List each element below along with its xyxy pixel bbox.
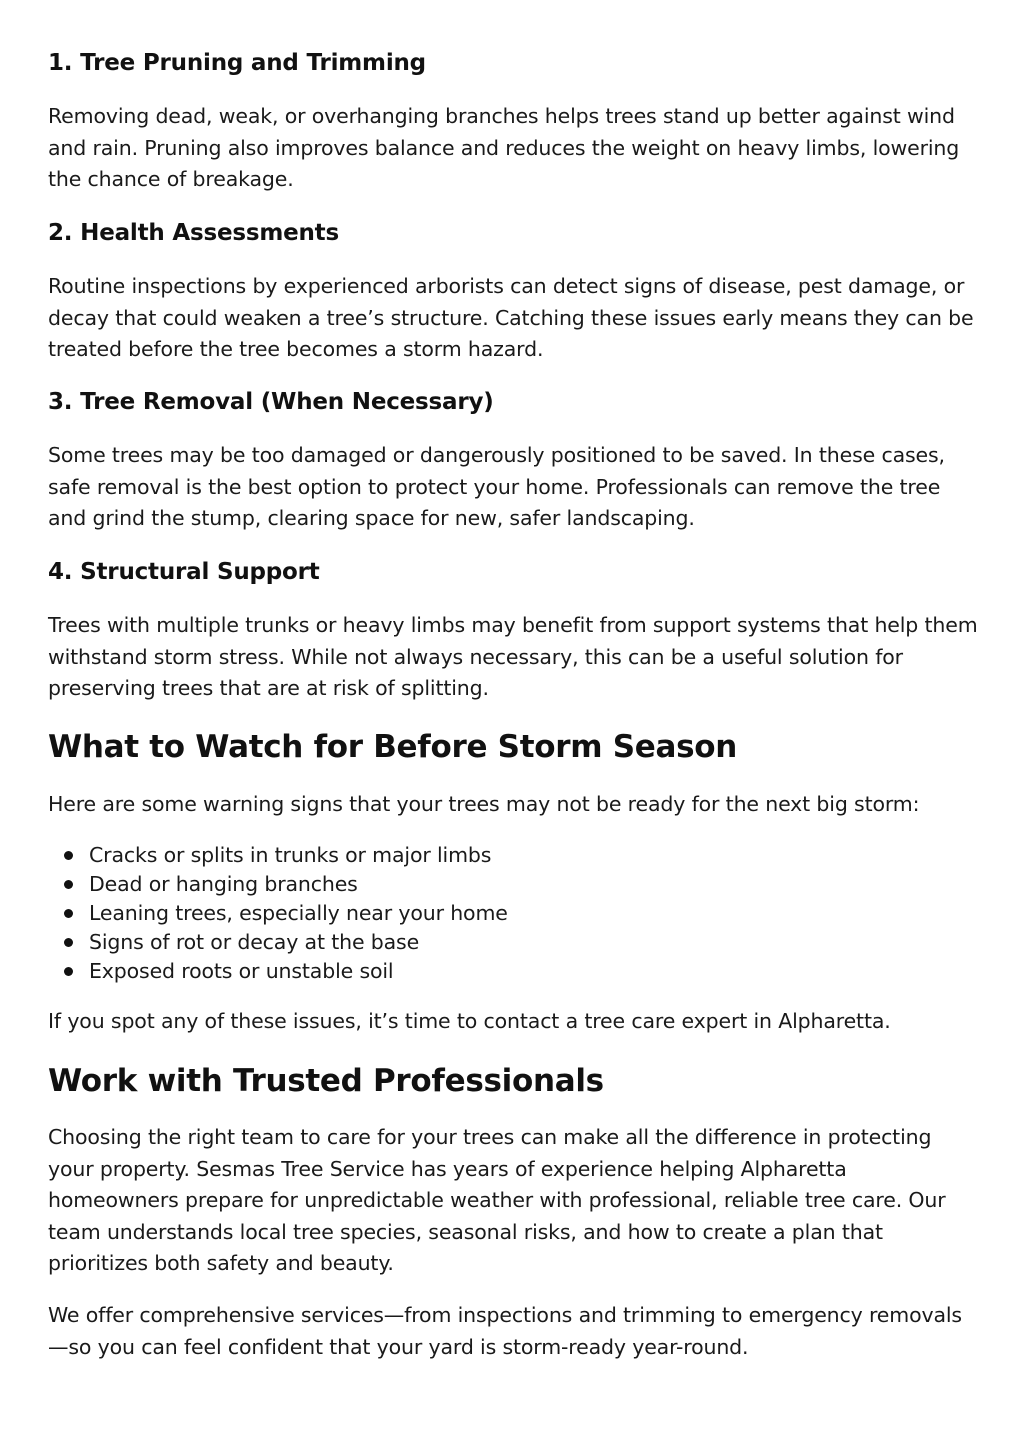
paragraph-trusted-professionals-1: Choosing the right team to care for your trees can make all the difference in protecting your property. Sesmas Tree Service has years of experience helping Alpharetta homeowners prepare for unpredictable weather with professional, reliable tree care. Our team understands local tree species, seasonal risks, and how to create a plan that prioritizes both safety and beauty. (48, 1125, 946, 1275)
list-item (48, 899, 978, 928)
paragraph-trusted-professionals-2: We offer comprehensive services—from inspections and trimming to emergency removals—so you can feel confident that your yard is storm-ready year-round. (48, 1303, 962, 1359)
heading-what-to-watch: What to Watch for Before Storm Season (48, 729, 737, 765)
bullet-icon (64, 967, 73, 976)
list-item (48, 841, 978, 870)
heading-structural-support: 4. Structural Support (48, 559, 320, 585)
bullet-icon (64, 909, 73, 918)
bullet-icon (64, 851, 73, 860)
bullet-icon (64, 938, 73, 947)
list-item-text: Leaning trees, especially near your home (89, 901, 508, 925)
list-item-text: Exposed roots or unstable soil (89, 959, 394, 983)
list-item-text: Dead or hanging branches (89, 872, 358, 896)
paragraph-structural-support: Trees with multiple trunks or heavy limbs may benefit from support systems that help them withstand storm stress. While not always necessary, this can be a useful solution for preserving trees that are at risk of splitting. (48, 613, 978, 700)
heading-tree-pruning: 1. Tree Pruning and Trimming (48, 50, 426, 76)
heading-health-assessments: 2. Health Assessments (48, 220, 339, 246)
paragraph-tree-pruning: Removing dead, weak, or overhanging branches helps trees stand up better against wind and rain. Pruning also improves balance and reduces the weight on heavy limbs, lowering the chance of breakage. (48, 104, 960, 191)
paragraph-watch-intro: Here are some warning signs that your trees may not be ready for the next big storm: (48, 792, 920, 816)
paragraph-tree-removal: Some trees may be too damaged or dangerously positioned to be saved. In these cases, safe removal is the best option to protect your home. Professionals can remove the tree and grind the stump, clearing space for new, safer landscaping. (48, 443, 945, 530)
list-item-text: Cracks or splits in trunks or major limbs (89, 843, 492, 867)
list-item (48, 957, 978, 986)
list-item (48, 870, 978, 899)
list-item (48, 928, 978, 957)
heading-trusted-professionals: Work with Trusted Professionals (48, 1063, 604, 1099)
bullet-icon (64, 880, 73, 889)
paragraph-health-assessments: Routine inspections by experienced arborists can detect signs of disease, pest damage, or decay that could weaken a tree’s structure. Catching these issues early means they can be treated before the tree becomes a storm hazard. (48, 274, 974, 361)
heading-tree-removal: 3. Tree Removal (When Necessary) (48, 389, 494, 415)
warning-signs-list (48, 841, 978, 986)
list-item-text: Signs of rot or decay at the base (89, 930, 420, 954)
paragraph-watch-outro: If you spot any of these issues, it’s time to contact a tree care expert in Alpharetta. (48, 1009, 891, 1033)
